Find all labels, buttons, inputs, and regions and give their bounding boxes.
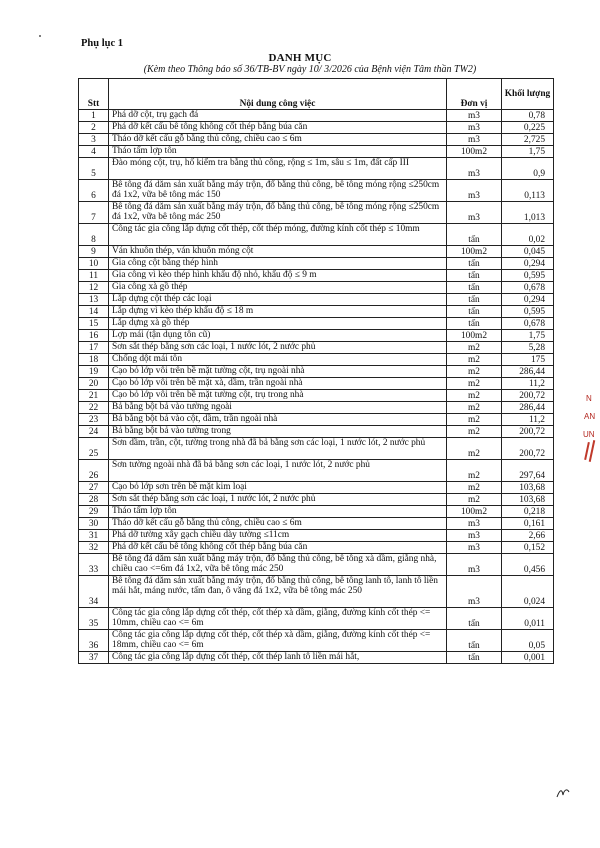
table-row <box>79 294 554 306</box>
cell-qty: 200,72 <box>502 426 554 438</box>
cell-work: Lắp dựng xà gồ thép <box>109 318 447 330</box>
cell-qty: 200,72 <box>502 390 554 402</box>
cell-unit: tấn <box>447 608 502 630</box>
cell-qty: 0,456 <box>502 554 554 576</box>
cell-qty: 103,68 <box>502 482 554 494</box>
table-row <box>79 318 554 330</box>
document-subtitle: (Kèm theo Thông báo số 36/TB-BV ngày 10/ 3/2026 của Bệnh viện Tâm thần TW2) <box>143 64 477 75</box>
table-row <box>79 554 554 576</box>
cell-stt: 8 <box>79 224 109 246</box>
edge-stamp-fragment <box>578 372 600 462</box>
cell-unit: tấn <box>447 630 502 652</box>
cell-qty: 0,9 <box>502 158 554 180</box>
stamp-text: UN <box>583 430 595 439</box>
cell-work: Lắp dựng vì kèo thép khẩu độ ≤ 18 m <box>109 306 447 318</box>
table-row <box>79 652 554 664</box>
cell-unit: tấn <box>447 270 502 282</box>
cell-qty: 1,75 <box>502 146 554 158</box>
cell-qty: 5,28 <box>502 342 554 354</box>
cell-stt: 11 <box>79 270 109 282</box>
cell-qty: 1,013 <box>502 202 554 224</box>
column-header-work: Nội dung công việc <box>109 79 447 110</box>
stamp-text: N <box>586 394 592 403</box>
table-row <box>79 402 554 414</box>
cell-stt: 3 <box>79 134 109 146</box>
table-row <box>79 494 554 506</box>
cell-work: Gia công xà gồ thép <box>109 282 447 294</box>
scan-speck <box>39 35 41 37</box>
cell-work: Công tác gia công lắp dựng cốt thép, cốt thép lanh tô liền mái hắt, <box>109 652 447 664</box>
cell-unit: m2 <box>447 342 502 354</box>
cell-stt: 29 <box>79 506 109 518</box>
cell-stt: 27 <box>79 482 109 494</box>
cell-unit: m2 <box>447 426 502 438</box>
initials-mark-icon <box>555 786 571 800</box>
cell-qty: 0,045 <box>502 246 554 258</box>
table-row <box>79 258 554 270</box>
cell-qty: 0,678 <box>502 318 554 330</box>
table-row <box>79 202 554 224</box>
cell-qty: 0,152 <box>502 542 554 554</box>
cell-unit: tấn <box>447 294 502 306</box>
cell-qty: 0,02 <box>502 224 554 246</box>
cell-stt: 35 <box>79 608 109 630</box>
table-row <box>79 306 554 318</box>
cell-qty: 0,225 <box>502 122 554 134</box>
cell-qty: 103,68 <box>502 494 554 506</box>
column-header-unit: Đơn vị <box>447 79 502 110</box>
table-row <box>79 542 554 554</box>
table-row <box>79 438 554 460</box>
table-row <box>79 366 554 378</box>
cell-work: Bả bằng bột bả vào tường trong <box>109 426 447 438</box>
cell-stt: 26 <box>79 460 109 482</box>
cell-stt: 30 <box>79 518 109 530</box>
cell-work: Sơn dầm, trần, cột, tường trong nhà đã bả bằng sơn các loại, 1 nước lót, 2 nước phủ <box>109 438 447 460</box>
cell-unit: tấn <box>447 224 502 246</box>
cell-stt: 21 <box>79 390 109 402</box>
cell-unit: 100m2 <box>447 146 502 158</box>
cell-unit: tấn <box>447 318 502 330</box>
cell-unit: m3 <box>447 576 502 608</box>
cell-unit: m3 <box>447 110 502 122</box>
cell-unit: m2 <box>447 494 502 506</box>
cell-unit: m2 <box>447 482 502 494</box>
cell-work: Công tác gia công lắp dựng cốt thép, cốt thép móng, đường kính cốt thép ≤ 10mm <box>109 224 447 246</box>
table-row <box>79 518 554 530</box>
cell-qty: 0,218 <box>502 506 554 518</box>
cell-stt: 13 <box>79 294 109 306</box>
table-row <box>79 134 554 146</box>
cell-qty: 0,05 <box>502 630 554 652</box>
cell-work: Phá dỡ kết cấu bê tông không cốt thép bằng búa căn <box>109 542 447 554</box>
cell-stt: 2 <box>79 122 109 134</box>
cell-qty: 1,75 <box>502 330 554 342</box>
cell-work: Tháo dỡ kết cấu gỗ bằng thủ công, chiều cao ≤ 6m <box>109 134 447 146</box>
cell-stt: 31 <box>79 530 109 542</box>
cell-unit: m3 <box>447 202 502 224</box>
cell-unit: m3 <box>447 518 502 530</box>
table-row <box>79 390 554 402</box>
cell-work: Cạo bỏ lớp sơn trên bề mặt kim loại <box>109 482 447 494</box>
cell-work: Bả bằng bột bả vào tường ngoài <box>109 402 447 414</box>
cell-qty: 11,2 <box>502 378 554 390</box>
cell-work: Bê tông đá dăm sản xuất bằng máy trộn, đổ bằng thủ công, bê tông lanh tô, lanh tô liền mái hắt, máng nước, tấm đan, ô văng đá 1x2, vữa bê tông mác 250 <box>109 576 447 608</box>
stamp-text: AN <box>584 412 596 421</box>
cell-unit: m3 <box>447 180 502 202</box>
table-row <box>79 354 554 366</box>
cell-qty: 286,44 <box>502 402 554 414</box>
cell-unit: m2 <box>447 460 502 482</box>
table-row <box>79 482 554 494</box>
table-row <box>79 414 554 426</box>
cell-stt: 32 <box>79 542 109 554</box>
cell-work: Tháo tấm lợp tôn <box>109 506 447 518</box>
cell-stt: 28 <box>79 494 109 506</box>
cell-qty: 0,001 <box>502 652 554 664</box>
cell-work: Ván khuôn thép, ván khuôn móng cột <box>109 246 447 258</box>
cell-qty: 0,294 <box>502 258 554 270</box>
table-row <box>79 378 554 390</box>
cell-unit: m3 <box>447 530 502 542</box>
cell-work: Đào móng cột, trụ, hố kiểm tra bằng thủ công, rộng ≤ 1m, sâu ≤ 1m, đất cấp III <box>109 158 447 180</box>
cell-work: Sơn sắt thép bằng sơn các loại, 1 nước lót, 2 nước phủ <box>109 494 447 506</box>
column-header-stt: Stt <box>79 79 109 110</box>
table-row <box>79 530 554 542</box>
cell-stt: 9 <box>79 246 109 258</box>
cell-stt: 14 <box>79 306 109 318</box>
cell-stt: 17 <box>79 342 109 354</box>
cell-work: Sơn sắt thép bằng sơn các loại, 1 nước lót, 2 nước phủ <box>109 342 447 354</box>
table-row <box>79 630 554 652</box>
cell-stt: 37 <box>79 652 109 664</box>
cell-unit: m3 <box>447 542 502 554</box>
cell-qty: 200,72 <box>502 438 554 460</box>
cell-work: Phá dỡ kết cấu bê tông không cốt thép bằng búa căn <box>109 122 447 134</box>
cell-work: Cạo bỏ lớp vôi trên bề mặt tường cột, trụ ngoài nhà <box>109 366 447 378</box>
table-row <box>79 342 554 354</box>
cell-stt: 16 <box>79 330 109 342</box>
table-row <box>79 426 554 438</box>
cell-work: Bả bằng bột bả vào cột, dầm, trần ngoài nhà <box>109 414 447 426</box>
table-row <box>79 146 554 158</box>
cell-unit: m3 <box>447 134 502 146</box>
cell-work: Bê tông đá dăm sản xuất bằng máy trộn, đổ bằng thủ công, bê tông móng rộng ≤250cm đá 1x2, vữa bê tông mác 250 <box>109 202 447 224</box>
table-row <box>79 608 554 630</box>
cell-work: Cạo bỏ lớp vôi trên bề mặt xà, dầm, trần ngoài nhà <box>109 378 447 390</box>
table-row <box>79 180 554 202</box>
cell-stt: 12 <box>79 282 109 294</box>
cell-unit: 100m2 <box>447 330 502 342</box>
cell-qty: 2,66 <box>502 530 554 542</box>
cell-work: Tháo tấm lợp tôn <box>109 146 447 158</box>
cell-unit: m2 <box>447 402 502 414</box>
cell-work: Phá dỡ tường xây gạch chiều dày tường ≤11cm <box>109 530 447 542</box>
table-row <box>79 330 554 342</box>
cell-unit: m2 <box>447 438 502 460</box>
cell-work: Tháo dỡ kết cấu gỗ bằng thủ công, chiều cao ≤ 6m <box>109 518 447 530</box>
document-title: DANH MỤC <box>268 52 332 64</box>
cell-stt: 1 <box>79 110 109 122</box>
table-row <box>79 158 554 180</box>
cell-unit: 100m2 <box>447 506 502 518</box>
cell-work: Công tác gia công lắp dựng cốt thép, cốt thép xà dầm, giằng, đường kính cốt thép <= 18mm, chiều cao <= 6m <box>109 630 447 652</box>
cell-stt: 7 <box>79 202 109 224</box>
cell-stt: 6 <box>79 180 109 202</box>
cell-qty: 297,64 <box>502 460 554 482</box>
cell-unit: m2 <box>447 390 502 402</box>
cell-work: Sơn tường ngoài nhà đã bả bằng sơn các loại, 1 nước lót, 2 nước phủ <box>109 460 447 482</box>
column-header-qty: Khối lượng <box>502 79 554 110</box>
cell-stt: 10 <box>79 258 109 270</box>
cell-stt: 19 <box>79 366 109 378</box>
cell-unit: tấn <box>447 258 502 270</box>
cell-unit: m3 <box>447 122 502 134</box>
cell-stt: 22 <box>79 402 109 414</box>
cell-stt: 24 <box>79 426 109 438</box>
cell-stt: 23 <box>79 414 109 426</box>
cell-unit: m3 <box>447 554 502 576</box>
table-row <box>79 122 554 134</box>
table-row <box>79 246 554 258</box>
cell-work: Bê tông đá dăm sản xuất bằng máy trộn, đổ bằng thủ công, bê tông xà dầm, giằng nhà, chiều cao <=6m đá 1x2, vữa bê tông mác 250 <box>109 554 447 576</box>
cell-unit: m2 <box>447 354 502 366</box>
cell-work: Lắp dựng cột thép các loại <box>109 294 447 306</box>
cell-unit: m2 <box>447 366 502 378</box>
table-body <box>79 110 554 664</box>
cell-qty: 0,678 <box>502 282 554 294</box>
table-row <box>79 460 554 482</box>
cell-qty: 0,011 <box>502 608 554 630</box>
cell-qty: 175 <box>502 354 554 366</box>
table-row <box>79 110 554 122</box>
appendix-label: Phụ lục 1 <box>81 38 124 49</box>
table-row <box>79 224 554 246</box>
cell-stt: 34 <box>79 576 109 608</box>
cell-work: Bê tông đá dăm sản xuất bằng máy trộn, đổ bằng thủ công, bê tông móng rộng ≤250cm đá 1x2, vữa bê tông mác 150 <box>109 180 447 202</box>
cell-qty: 0,595 <box>502 306 554 318</box>
work-items-table <box>78 78 554 664</box>
table-header-row <box>79 79 554 110</box>
cell-work: Lợp mái (tận dụng tôn cũ) <box>109 330 447 342</box>
cell-unit: tấn <box>447 306 502 318</box>
cell-stt: 20 <box>79 378 109 390</box>
cell-qty: 0,024 <box>502 576 554 608</box>
cell-stt: 5 <box>79 158 109 180</box>
cell-unit: tấn <box>447 652 502 664</box>
table-row <box>79 270 554 282</box>
table-row <box>79 282 554 294</box>
cell-unit: tấn <box>447 282 502 294</box>
cell-qty: 0,161 <box>502 518 554 530</box>
cell-stt: 25 <box>79 438 109 460</box>
cell-qty: 0,113 <box>502 180 554 202</box>
cell-stt: 33 <box>79 554 109 576</box>
cell-qty: 2,725 <box>502 134 554 146</box>
cell-unit: m2 <box>447 414 502 426</box>
cell-work: Chống dột mái tôn <box>109 354 447 366</box>
cell-stt: 36 <box>79 630 109 652</box>
cell-stt: 4 <box>79 146 109 158</box>
cell-work: Gia công vì kèo thép hình khẩu độ nhỏ, khẩu độ ≤ 9 m <box>109 270 447 282</box>
table-row <box>79 576 554 608</box>
cell-unit: 100m2 <box>447 246 502 258</box>
cell-qty: 11,2 <box>502 414 554 426</box>
cell-work: Cạo bỏ lớp vôi trên bề mặt tường cột, trụ trong nhà <box>109 390 447 402</box>
cell-unit: m3 <box>447 158 502 180</box>
cell-work: Gia công cột bằng thép hình <box>109 258 447 270</box>
cell-stt: 18 <box>79 354 109 366</box>
cell-qty: 286,44 <box>502 366 554 378</box>
cell-qty: 0,595 <box>502 270 554 282</box>
cell-work: Phá dỡ cột, trụ gạch đá <box>109 110 447 122</box>
cell-qty: 0,294 <box>502 294 554 306</box>
cell-stt: 15 <box>79 318 109 330</box>
cell-unit: m2 <box>447 378 502 390</box>
cell-qty: 0,78 <box>502 110 554 122</box>
cell-work: Công tác gia công lắp dựng cốt thép, cốt thép xà dầm, giằng, đường kính cốt thép <= 10mm, chiều cao <= 6m <box>109 608 447 630</box>
table-row <box>79 506 554 518</box>
